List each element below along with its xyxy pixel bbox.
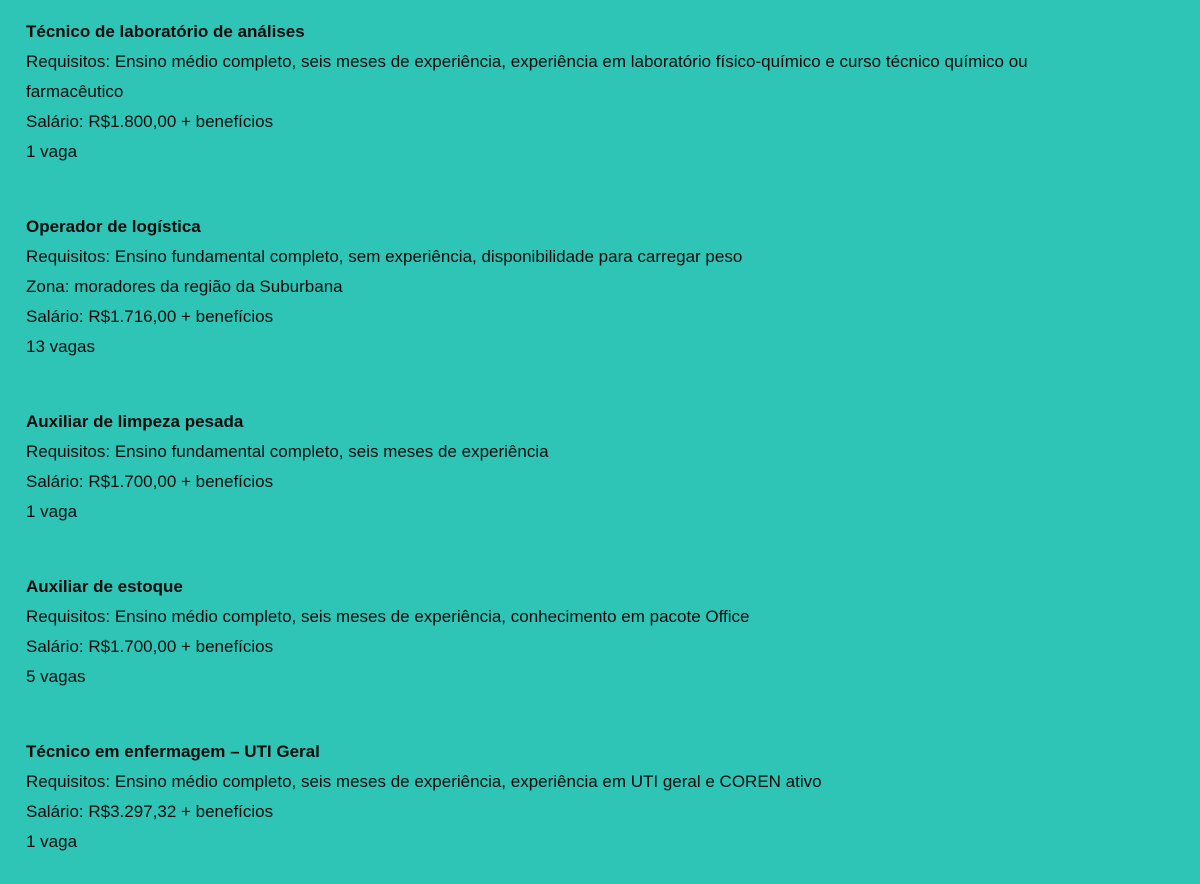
job-requirements: Requisitos: Ensino médio completo, seis meses de experiência, conhecimento em pacote Office bbox=[26, 607, 750, 626]
job-title: Auxiliar de estoque bbox=[26, 577, 183, 596]
job-listing-auxiliar-limpeza bbox=[26, 407, 1174, 527]
job-listing-auxiliar-estoque bbox=[26, 572, 1174, 692]
job-vacancies: 1 vaga bbox=[26, 142, 78, 161]
job-salary: Salário: R$1.800,00 + benefícios bbox=[26, 112, 274, 131]
job-listing-tecnico-laboratorio bbox=[26, 17, 1174, 167]
job-requirements: Requisitos: Ensino médio completo, seis meses de experiência, experiência em UTI geral e COREN ativo bbox=[26, 772, 822, 791]
job-salary: Salário: R$3.297,32 + benefícios bbox=[26, 802, 274, 821]
job-vacancies: 1 vaga bbox=[26, 502, 78, 521]
job-salary: Salário: R$1.716,00 + benefícios bbox=[26, 307, 274, 326]
job-title: Técnico em enfermagem – UTI Geral bbox=[26, 742, 320, 761]
job-vacancies: 13 vagas bbox=[26, 337, 95, 356]
job-requirements: Requisitos: Ensino médio completo, seis meses de experiência, experiência em laboratório físico-químico e curso técnico químico ou farmacêutico bbox=[26, 52, 1028, 101]
job-listing-operador-logistica bbox=[26, 212, 1174, 362]
job-vacancies: 1 vaga bbox=[26, 832, 78, 851]
job-zone: Zona: moradores da região da Suburbana bbox=[26, 277, 343, 296]
job-title: Técnico de laboratório de análises bbox=[26, 22, 305, 41]
job-requirements: Requisitos: Ensino fundamental completo, sem experiência, disponibilidade para carregar peso bbox=[26, 247, 743, 266]
job-title: Auxiliar de limpeza pesada bbox=[26, 412, 244, 431]
job-vacancies: 5 vagas bbox=[26, 667, 86, 686]
job-title: Operador de logística bbox=[26, 217, 201, 236]
job-requirements: Requisitos: Ensino fundamental completo, seis meses de experiência bbox=[26, 442, 549, 461]
job-salary: Salário: R$1.700,00 + benefícios bbox=[26, 472, 274, 491]
job-listing-tecnico-enfermagem bbox=[26, 737, 1174, 857]
job-salary: Salário: R$1.700,00 + benefícios bbox=[26, 637, 274, 656]
